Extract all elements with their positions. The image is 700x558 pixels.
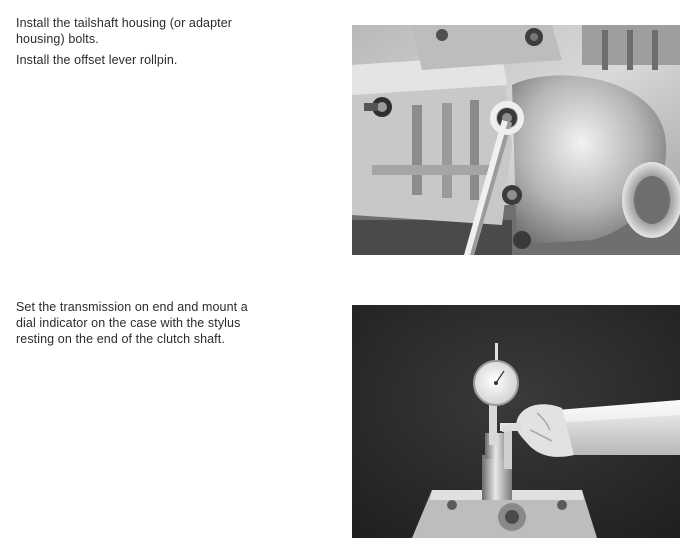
- dial-indicator-photo: [352, 305, 680, 538]
- step-install-bolts-text: [16, 15, 266, 68]
- instruction-line: Set the transmission on end and mount a: [16, 300, 248, 314]
- transmission-housing-photo: [352, 25, 680, 255]
- instruction-line: housing) bolts.: [16, 32, 99, 46]
- instruction-line: Install the offset lever rollpin.: [16, 53, 178, 67]
- instruction-line: Install the tailshaft housing (or adapter: [16, 16, 233, 30]
- step-dial-indicator-text: [16, 299, 286, 347]
- instruction-line: dial indicator on the case with the stylus: [16, 316, 241, 330]
- instruction-line: resting on the end of the clutch shaft.: [16, 332, 225, 346]
